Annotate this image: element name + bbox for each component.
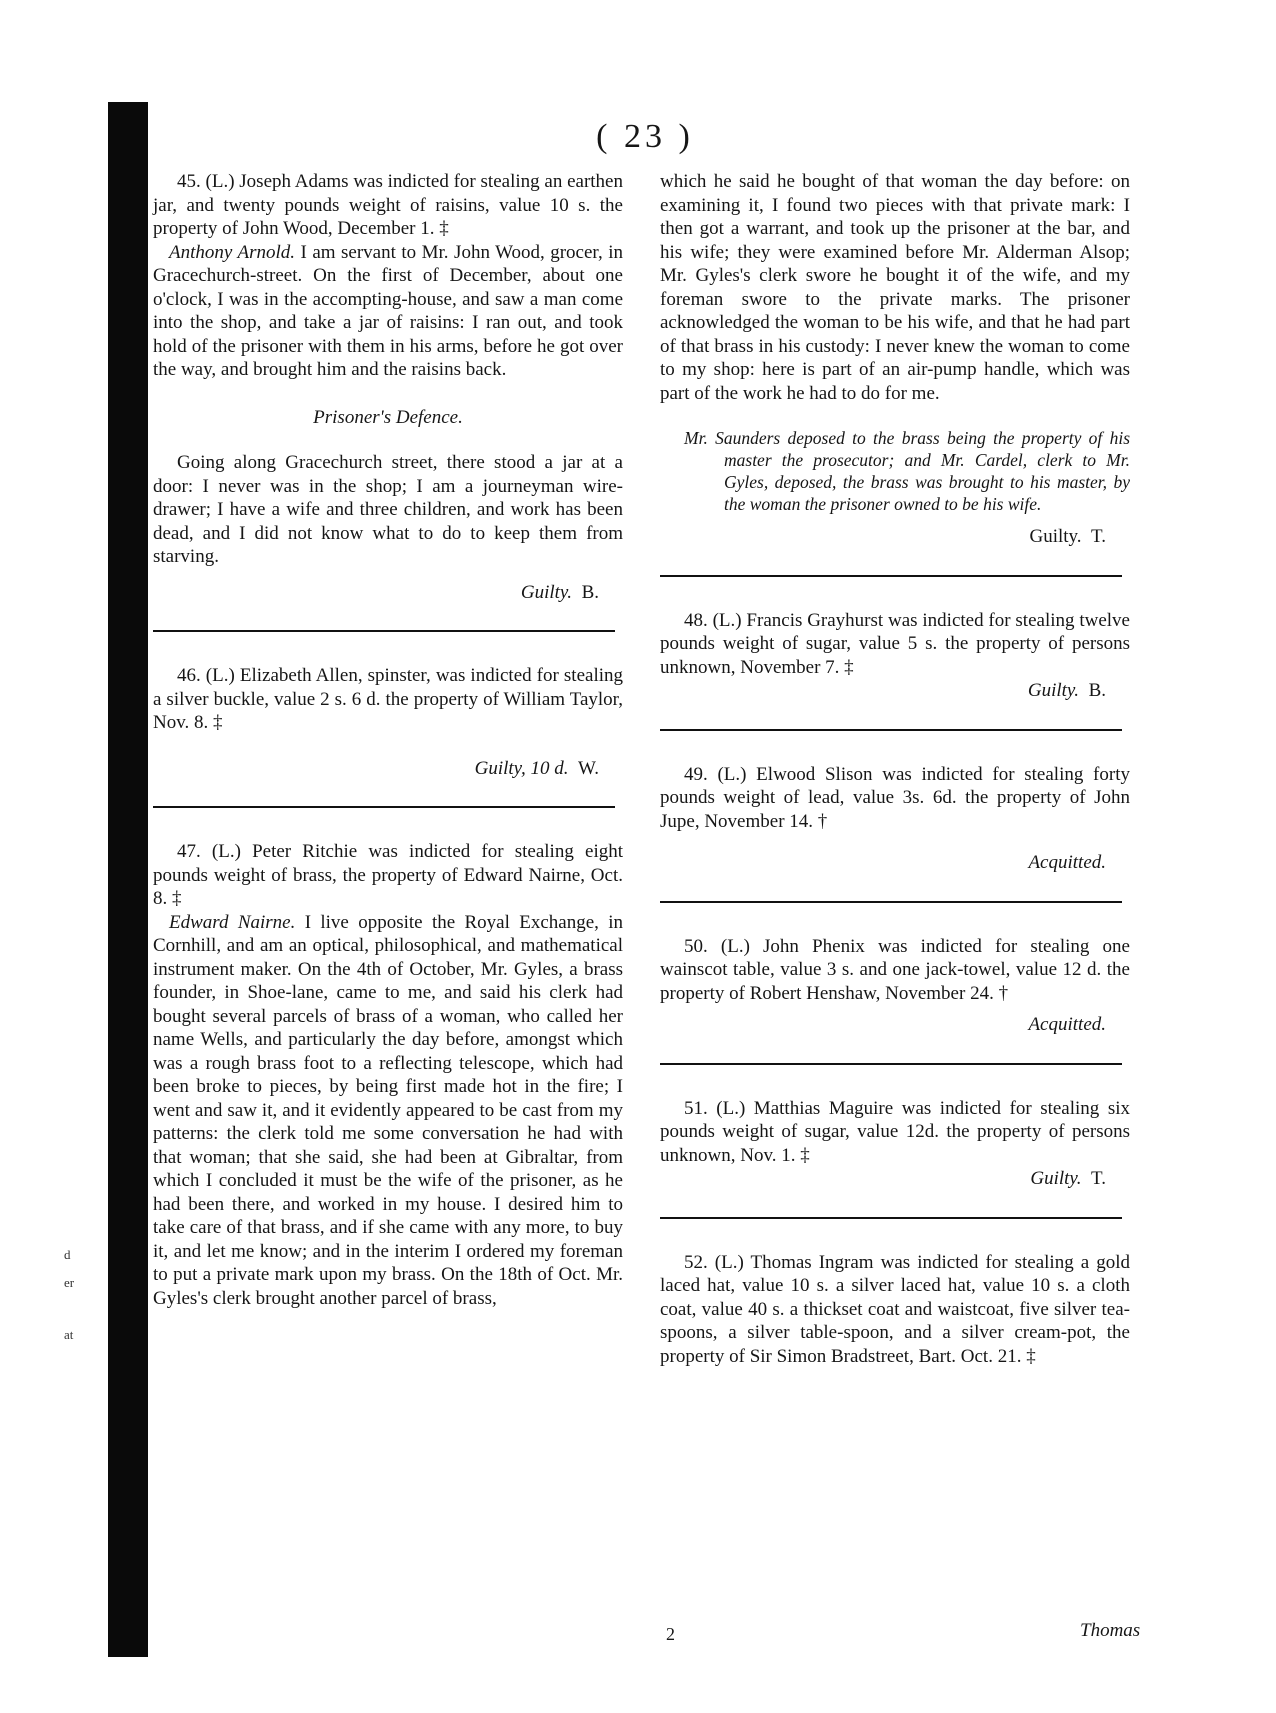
verdict-mark: W. <box>578 757 599 779</box>
verdict-mark: B. <box>581 581 599 603</box>
entry-48-verdict <box>660 679 1130 703</box>
entry-45-verdict <box>153 581 623 605</box>
entry-46-heading: 46. (L.) Elizabeth Allen, spinster, was indicted for stealing a silver buckle, value 2 s. 6 d. the property of William Taylor, Nov. 8. ‡ <box>153 665 623 733</box>
left-column <box>153 170 623 1310</box>
witness-name: Anthony Arnold. <box>169 241 295 263</box>
verdict-label: Acquitted. <box>1028 1014 1106 1035</box>
entry-45-heading: 45. (L.) Joseph Adams was indicted for stealing an earthen jar, and twenty pounds weight of raisins, value 10 s. the property of John Wood, December 1. ‡ <box>153 171 623 239</box>
witness-text: I live opposite the Royal Exchange, in Cornhill, and am an optical, philosophical, and mathematical instrument maker. On the 4th of October, Mr. Gyles, a brass founder, in Shoe-lane, came to me, and said his clerk had bought several parcels of brass of a woman, who called her name Wells, and particularly the day before, amongst which was a rough brass foot to a reflecting telescope, which had been broke to pieces, by being first made hot in the fire; I went and saw it, and it evidently appeared to be cast from my patterns: the clerk told me some conversation he had with that woman; that she said, she had been at Gibraltar, from which I concluded it must be the wife of the prisoner, as he had been there, and worked in my house. I desired him to take care of that brass, and if she came with any more, to buy it, and let me know; and in the interim I ordered my foreman to put a private mark upon my brass. On the 18th of Oct. Mr. Gyles's clerk brought another parcel of brass, <box>153 911 624 1309</box>
divider <box>660 729 1122 731</box>
verdict-label: Guilty. <box>1030 1168 1082 1189</box>
margin-fragment: at <box>64 1327 74 1342</box>
divider <box>153 630 615 632</box>
entry-45-testimony <box>153 241 623 382</box>
verdict-label: Guilty. <box>520 581 573 603</box>
entry-51-heading: 51. (L.) Matthias Maguire was indicted for stealing six pounds weight of sugar, value 12d. the property of persons unknown, Nov. 1. ‡ <box>660 1097 1130 1166</box>
divider <box>660 901 1122 903</box>
entry-47-heading: 47. (L.) Peter Ritchie was indicted for stealing eight pounds weight of brass, the property of Edward Nairne, Oct. 8. ‡ <box>153 841 623 909</box>
verdict-mark: B. <box>1088 680 1106 701</box>
entry-47-summary: Mr. Saunders deposed to the brass being the property of his master the prosecutor; and Mr. Cardel, clerk to Mr. Gyles, deposed, the brass was brought to his master, by the woman the prisoner owned to be his wife. <box>684 428 1130 514</box>
divider <box>660 575 1122 577</box>
verdict-label: Guilty. <box>1029 526 1082 547</box>
entry-51-verdict <box>660 1167 1130 1191</box>
divider <box>153 806 615 808</box>
entry-47-verdict <box>660 525 1130 549</box>
binding-spine-shadow <box>108 102 148 1657</box>
verdict-mark: T. <box>1091 526 1106 547</box>
divider <box>660 1063 1122 1065</box>
catchword: Thomas <box>1080 1620 1141 1641</box>
entry-49-verdict <box>660 851 1130 875</box>
verdict-mark: T. <box>1091 1168 1106 1189</box>
divider <box>660 1217 1122 1219</box>
entry-47-testimony <box>153 911 623 1311</box>
verdict-label: Guilty. <box>1027 680 1080 701</box>
margin-fragment: er <box>64 1275 75 1290</box>
verdict-label: Acquitted. <box>1028 852 1106 873</box>
signature-mark: 2 <box>666 1624 675 1644</box>
entry-50-verdict <box>660 1013 1130 1037</box>
entry-48-heading: 48. (L.) Francis Grayhurst was indicted for stealing twelve pounds weight of sugar, value 5 s. the property of persons unknown, November 7. ‡ <box>660 609 1130 678</box>
entry-50-heading: 50. (L.) John Phenix was indicted for stealing one wainscot table, value 3 s. and one jack-towel, value 12 d. the property of Robert Henshaw, November 24. † <box>660 935 1130 1004</box>
entry-49-heading: 49. (L.) Elwood Slison was indicted for stealing forty pounds weight of lead, value 3s. 6d. the property of John Jupe, November 14. † <box>660 763 1130 832</box>
entry-52-heading: 52. (L.) Thomas Ingram was indicted for stealing a gold laced hat, value 10 s. a silver laced hat, value 10 s. a cloth coat, value 40 s. a thickset coat and waistcoat, five silver tea-spoons, a silver table-spoon, and a silver cream-pot, the property of Sir Simon Bradstreet, Bart. Oct. 21. ‡ <box>660 1251 1130 1367</box>
margin-fragment: d <box>64 1247 71 1262</box>
page-number: ( 23 ) <box>596 118 694 155</box>
defence-text: Going along Gracechurch street, there stood a jar at a door: I never was in the shop; I am a journeyman wire-drawer; I have a wife and three children, and work has been dead, and I did not know what to do to keep them from starving. <box>153 452 623 567</box>
right-column <box>660 170 1130 1368</box>
verdict-label: Guilty, 10 d. <box>474 757 569 779</box>
entry-47-continuation: which he said he bought of that woman the day before: on examining it, I found two pieces with that private mark: I then got a warrant, and took up the prisoner at the bar, and his wife; they were examined before Mr. Alderman Alsop; Mr. Gyles's clerk swore he bought it of the wife, and my foreman swore to the private marks. The prisoner acknowledged the woman to be his wife, and that he had part of that brass in his custody: I never knew the woman to come to my shop: here is part of an air-pump handle, which was part of the work he had to do for me. <box>660 171 1130 404</box>
witness-text: I am servant to Mr. John Wood, grocer, in Gracechurch-street. On the first of December, about one o'clock, I was in the accompting-house, and saw a man come into the shop, and take a jar of raisins: I ran out, and took hold of the prisoner with them in his arms, before he got over the way, and brought him and the raisins back. <box>153 241 624 380</box>
defence-title: Prisoner's Defence. <box>313 406 463 428</box>
entry-46-verdict <box>153 757 623 781</box>
witness-name: Edward Nairne. <box>169 911 296 933</box>
